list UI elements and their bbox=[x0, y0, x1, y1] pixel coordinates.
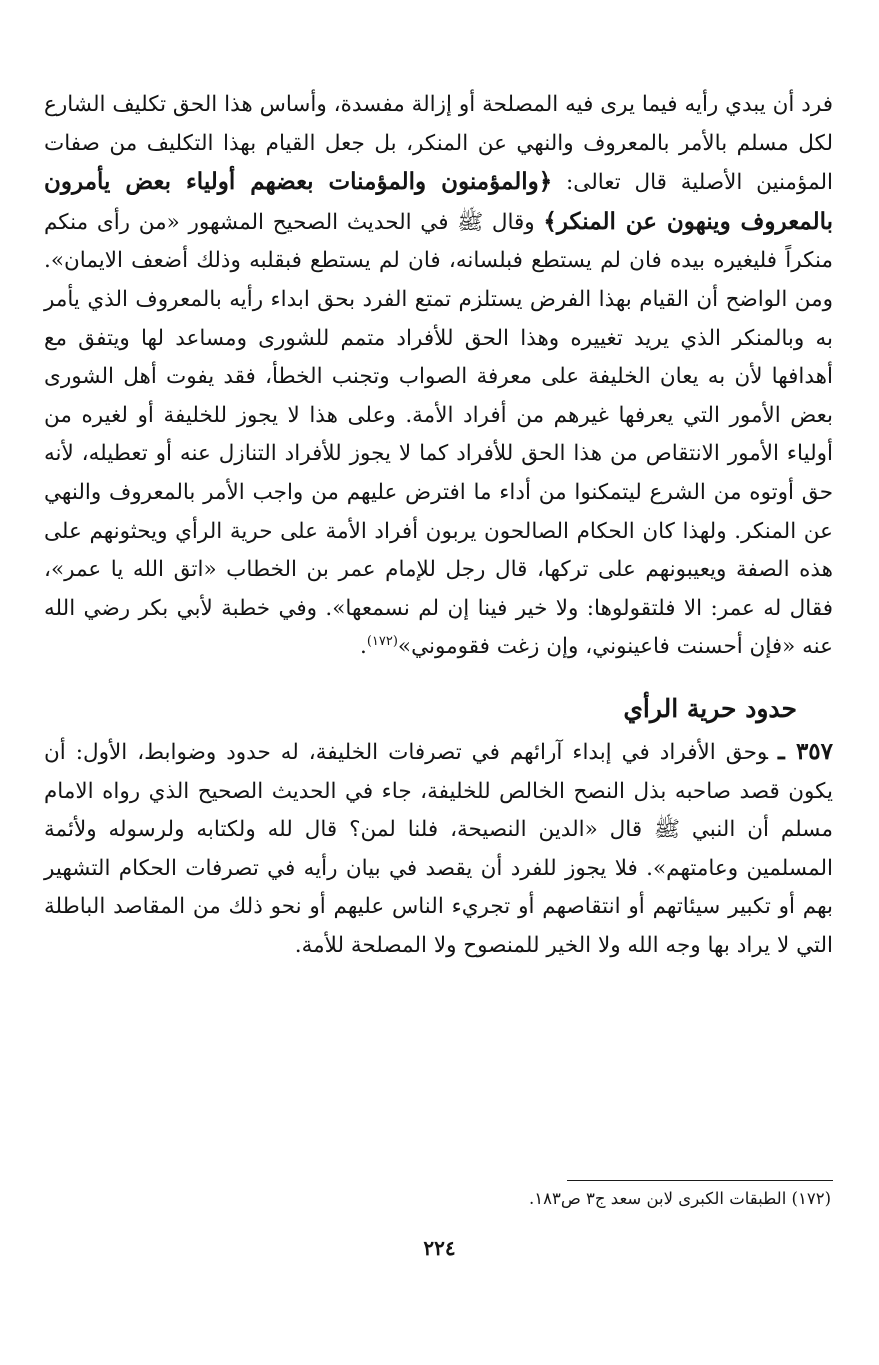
section-heading: حدود حرية الرأي bbox=[623, 693, 797, 723]
page-number: ٢٢٤ bbox=[423, 1236, 456, 1260]
footnote-reference[interactable]: (١٧٢) bbox=[366, 634, 398, 650]
quran-verse: ﴿والمؤمنون والمؤمنات بعضهم أولياء بعض يأمرون بالمعروف وينهون عن المنكر﴾ bbox=[44, 168, 833, 235]
paragraph-end: . bbox=[359, 634, 367, 660]
page-body bbox=[44, 86, 833, 965]
main-paragraph bbox=[44, 86, 833, 667]
section-text: وحق الأفراد في إبداء آرائهم في تصرفات الخليفة، له حدود وضوابط، الأول: أن يكون قصد صاحبه بذل النصح الخالص للخليفة، جاء في الحديث الصحيح الذي رواه الامام مسلم أن النبي ﷺ قال «الدين النصيحة، فلنا لمن؟ قال لله ولكتابه ولرسوله ولأئمة المسلمين وعامتهم». فلا يجوز للفرد أن يقصد في بيان رأيه في تصرفات الحكام التشهير بهم أو تكبير سيئاتهم أو انتقاصهم أو تجريء الناس عليهم أو نحو ذلك من المقاصد الباطلة التي لا يراد بها وجه الله ولا الخير للمنصوح ولا المصلحة للأمة. bbox=[44, 739, 833, 958]
footnote-divider bbox=[567, 1180, 833, 1181]
footnote: (١٧٢) الطبقات الكبرى لابن سعد ج٣ ص١٨٣. bbox=[528, 1189, 831, 1208]
paragraph-text-1: فرد أن يبدي رأيه فيما يرى فيه المصلحة أو إزالة مفسدة، وأساس هذا الحق تكليف الشارع لكل مسلم بالأمر بالمعروف والنهي عن المنكر، بل جعل القيام بهذا التكليف من صفات المؤمنين الأصلية قال تعالى: bbox=[44, 92, 834, 196]
paragraph-text-2: وقال ﷺ في الحديث الصحيح المشهور «من رأى منكم منكراً فليغيره بيده فان لم يستطع فبلسانه، فان لم يستطع فبقلبه وذلك أضعف الايمان». ومن الواضح أن القيام بهذا الفرض يستلزم تمتع الفرد بحق ابداء رأيه بالمعروف الذي يأمر به وبالمنكر الذي يريد تغييره وهذا الحق للأفراد متمم للشورى ومساعد لها ويتفق مع أهدافها لأن به يعان الخليفة على معرفة الصواب وتجنب الخطأ، فقد يفوت أهل الشورى بعض الأمور التي يعرفها غيرهم من أفراد الأمة. وعلى هذا لا يجوز للخليفة أو لغيره من أولياء الأمور الانتقاص من هذا الحق للأفراد كما لا يجوز للأفراد التنازل عنه أو تعطيله، لأنه حق أوتوه من الشرع ليتمكنوا من أداء ما افترض عليهم من واجب الأمر بالمعروف والنهي عن المنكر. ولهذا كان الحكام الصالحون يربون أفراد الأمة على حرية الرأي ويحثونهم على هذه الصفة ويعيبونهم على تركها، قال رجل للإمام عمر بن الخطاب «اتق الله يا عمر»، فقال له عمر: الا فلتقولوها: ولا خير فينا إن لم نسمعها». وفي خطبة لأبي بكر رضي الله عنه «فإن أحسنت فاعينوني، وإن زغت فقوموني» bbox=[44, 209, 833, 660]
section-paragraph bbox=[44, 733, 833, 966]
section-number: ٣٥٧ ـ bbox=[778, 737, 833, 765]
